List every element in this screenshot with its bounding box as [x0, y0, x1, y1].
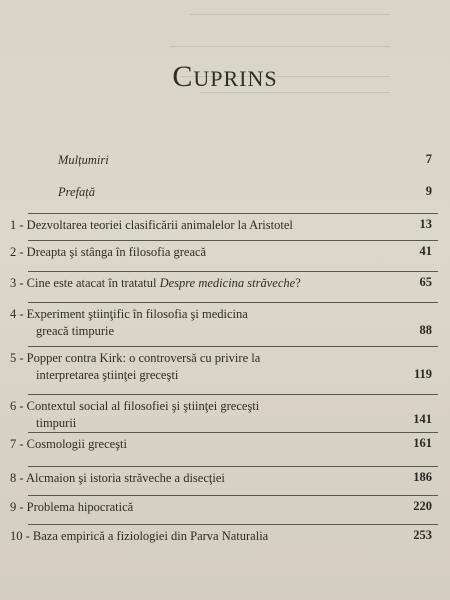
- entry-title: 1 - Dezvoltarea teoriei clasificării animalelor la Aristotel: [10, 218, 293, 232]
- entry-title-line2: timpurii: [36, 416, 77, 430]
- entry-page: 141: [413, 412, 432, 426]
- entry-title: Mulțumiri: [58, 153, 109, 167]
- entry-page: 119: [413, 367, 432, 381]
- divider: [28, 495, 438, 496]
- divider: [28, 394, 438, 395]
- divider: [28, 271, 438, 272]
- entry-title-line2: interpretarea ştiinţei greceşti: [36, 368, 179, 382]
- entry-title-line1: 6 - Contextul social al filosofiei şi ştiinţei greceşti: [10, 399, 260, 413]
- title-initial: C: [172, 60, 194, 93]
- title-rest: UPRINS: [193, 66, 278, 91]
- divider: [28, 466, 438, 467]
- entry-page: 88: [419, 323, 432, 337]
- entry-page: 186: [413, 470, 432, 484]
- entry-title: 7 - Cosmologii greceşti: [10, 437, 127, 451]
- entry-title: Prefață: [58, 185, 96, 199]
- divider: [28, 346, 438, 347]
- entry-page: 65: [419, 275, 432, 289]
- divider: [28, 302, 438, 303]
- divider: [28, 213, 438, 214]
- entry-page: 13: [419, 217, 432, 231]
- entry-title-italic: Despre medicina străveche: [159, 276, 296, 290]
- entry-title-line1: 5 - Popper contra Kirk: o controversă cu privire la: [10, 351, 261, 365]
- entry-page: 220: [413, 499, 432, 513]
- entry-page: 41: [419, 244, 432, 258]
- entry-page: 253: [413, 528, 432, 542]
- entry-title: 9 - Problema hipocratică: [10, 500, 134, 514]
- entry-page: 161: [413, 436, 432, 450]
- entry-title: 2 - Dreapta şi stânga în filosofia greacă: [10, 245, 207, 259]
- entry-title-end: ?: [295, 276, 301, 290]
- entry-title: 10 - Baza empirică a fiziologiei din Parva Naturalia: [10, 529, 269, 543]
- divider: [28, 432, 438, 433]
- entry-page: 7: [425, 152, 432, 166]
- divider: [28, 240, 438, 241]
- divider: [28, 524, 438, 525]
- entry-title-line2: greacă timpurie: [36, 324, 115, 338]
- entry-title-part: 3 - Cine este atacat în tratatul: [10, 276, 160, 290]
- entry-page: 9: [425, 184, 432, 198]
- entry-title-line1: 4 - Experiment ştiinţific în filosofia şi medicina: [10, 307, 248, 321]
- entry-title: 8 - Alcmaion şi istoria străveche a disecţiei: [10, 471, 225, 485]
- entry-title: [10, 275, 301, 292]
